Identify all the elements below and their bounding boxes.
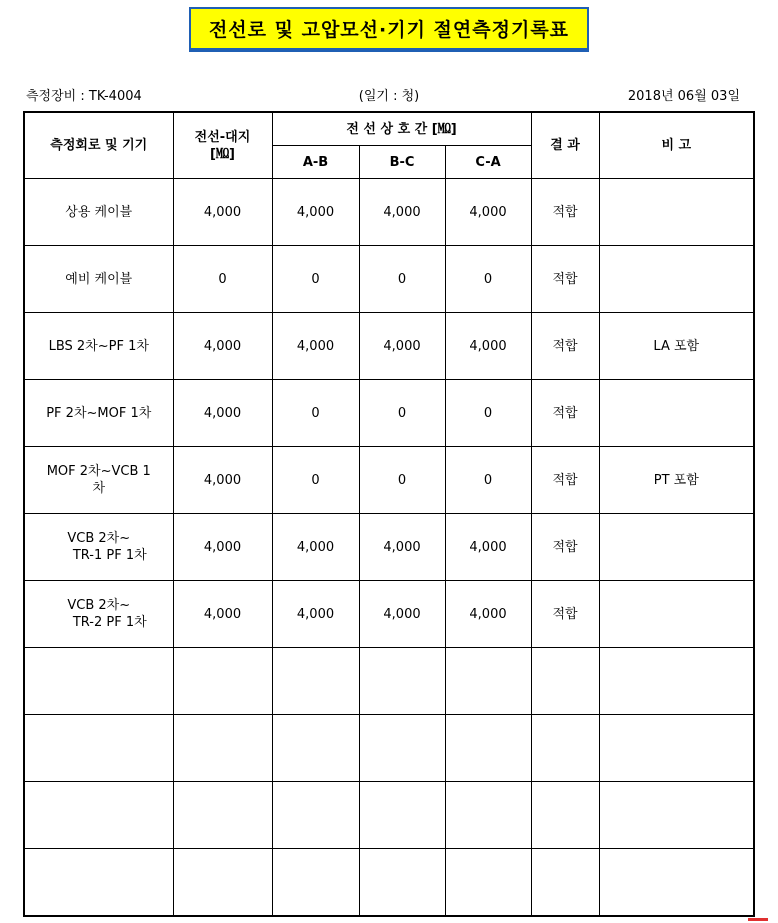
table-row bbox=[24, 447, 754, 514]
circuit-cell bbox=[24, 514, 173, 581]
table-row bbox=[24, 380, 754, 447]
table-row bbox=[24, 514, 754, 581]
header-to-ground-unit: [㏁] bbox=[210, 146, 235, 162]
circuit-cell bbox=[24, 581, 173, 648]
remarks-cell bbox=[599, 179, 754, 246]
to-ground-cell bbox=[173, 648, 272, 715]
bc-cell: 0 bbox=[359, 380, 445, 447]
circuit-line1: LBS 2차~PF 1차 bbox=[48, 338, 149, 354]
bc-cell: 0 bbox=[359, 246, 445, 313]
bc-cell bbox=[359, 782, 445, 849]
insulation-record-table bbox=[23, 111, 755, 917]
circuit-cell bbox=[24, 782, 173, 849]
result-cell: 적합 bbox=[531, 447, 599, 514]
ca-cell: 0 bbox=[445, 380, 531, 447]
ab-cell: 4,000 bbox=[272, 514, 359, 581]
ab-cell: 0 bbox=[272, 380, 359, 447]
result-cell bbox=[531, 715, 599, 782]
remarks-cell: LA 포함 bbox=[599, 313, 754, 380]
result-cell: 적합 bbox=[531, 380, 599, 447]
to-ground-cell: 4,000 bbox=[173, 514, 272, 581]
to-ground-cell: 4,000 bbox=[173, 313, 272, 380]
table-row bbox=[24, 715, 754, 782]
ab-cell bbox=[272, 648, 359, 715]
circuit-line2: TR-2 PF 1차 bbox=[72, 615, 147, 630]
remarks-cell bbox=[599, 514, 754, 581]
circuit-cell bbox=[24, 648, 173, 715]
ca-cell: 4,000 bbox=[445, 514, 531, 581]
bc-cell: 4,000 bbox=[359, 581, 445, 648]
table-row bbox=[24, 782, 754, 849]
ab-cell bbox=[272, 782, 359, 849]
ca-cell: 4,000 bbox=[445, 581, 531, 648]
result-cell: 적합 bbox=[531, 246, 599, 313]
table-row bbox=[24, 648, 754, 715]
title-area bbox=[0, 7, 778, 52]
table-row bbox=[24, 179, 754, 246]
circuit-cell bbox=[24, 849, 173, 916]
circuit-line1: 예비 케이블 bbox=[65, 271, 133, 287]
to-ground-cell: 4,000 bbox=[173, 581, 272, 648]
header-circuit: 측정회로 및 기기 bbox=[24, 112, 173, 179]
ab-cell bbox=[272, 849, 359, 916]
remarks-cell bbox=[599, 648, 754, 715]
result-cell: 적합 bbox=[531, 179, 599, 246]
remarks-cell bbox=[599, 581, 754, 648]
ca-cell: 4,000 bbox=[445, 179, 531, 246]
ca-cell bbox=[445, 782, 531, 849]
result-cell bbox=[531, 782, 599, 849]
result-cell: 적합 bbox=[531, 313, 599, 380]
weather-label: (일기 : 청) bbox=[358, 89, 420, 104]
to-ground-cell bbox=[173, 782, 272, 849]
remarks-cell bbox=[599, 246, 754, 313]
table-row bbox=[24, 313, 754, 380]
ab-cell: 0 bbox=[272, 447, 359, 514]
header-ca: C-A bbox=[445, 146, 531, 179]
ca-cell bbox=[445, 715, 531, 782]
ab-cell bbox=[272, 715, 359, 782]
to-ground-cell: 4,000 bbox=[173, 179, 272, 246]
remarks-cell bbox=[599, 715, 754, 782]
result-cell: 적합 bbox=[531, 581, 599, 648]
circuit-cell bbox=[24, 380, 173, 447]
header-phase-group: 전 선 상 호 간 [㏁] bbox=[272, 112, 531, 146]
page-corner-mark bbox=[748, 918, 768, 921]
document-title: 전선로 및 고압모선·기기 절연측정기록표 bbox=[189, 7, 589, 52]
equipment-label: 측정장비 : TK-4004 bbox=[26, 89, 142, 104]
bc-cell bbox=[359, 715, 445, 782]
header-remarks: 비 고 bbox=[599, 112, 754, 179]
table-row bbox=[24, 581, 754, 648]
result-cell: 적합 bbox=[531, 514, 599, 581]
circuit-line1: MOF 2차~VCB 1 bbox=[46, 464, 151, 479]
ca-cell: 0 bbox=[445, 246, 531, 313]
header-ab: A-B bbox=[272, 146, 359, 179]
result-cell bbox=[531, 648, 599, 715]
circuit-line1: VCB 2차~ bbox=[67, 598, 131, 613]
circuit-line1: PF 2차~MOF 1차 bbox=[46, 405, 152, 421]
header-bc: B-C bbox=[359, 146, 445, 179]
circuit-cell bbox=[24, 313, 173, 380]
bc-cell: 4,000 bbox=[359, 313, 445, 380]
table-row bbox=[24, 246, 754, 313]
circuit-cell bbox=[24, 447, 173, 514]
to-ground-cell: 0 bbox=[173, 246, 272, 313]
remarks-cell: PT 포함 bbox=[599, 447, 754, 514]
bc-cell: 0 bbox=[359, 447, 445, 514]
circuit-line1: VCB 2차~ bbox=[67, 531, 131, 546]
circuit-line2: TR-1 PF 1차 bbox=[72, 548, 147, 563]
ab-cell: 0 bbox=[272, 246, 359, 313]
to-ground-cell: 4,000 bbox=[173, 447, 272, 514]
to-ground-cell bbox=[173, 849, 272, 916]
ca-cell bbox=[445, 849, 531, 916]
circuit-cell bbox=[24, 715, 173, 782]
ca-cell: 4,000 bbox=[445, 313, 531, 380]
header-result: 결 과 bbox=[531, 112, 599, 179]
remarks-cell bbox=[599, 782, 754, 849]
header-to-ground-line1: 전선-대지 bbox=[194, 129, 251, 145]
ca-cell bbox=[445, 648, 531, 715]
ab-cell: 4,000 bbox=[272, 179, 359, 246]
remarks-cell bbox=[599, 849, 754, 916]
bc-cell: 4,000 bbox=[359, 179, 445, 246]
ab-cell: 4,000 bbox=[272, 581, 359, 648]
to-ground-cell: 4,000 bbox=[173, 380, 272, 447]
header-to-ground bbox=[173, 112, 272, 179]
bc-cell: 4,000 bbox=[359, 514, 445, 581]
date-label: 2018년 06월 03일 bbox=[627, 89, 740, 104]
to-ground-cell bbox=[173, 715, 272, 782]
ca-cell: 0 bbox=[445, 447, 531, 514]
table-row bbox=[24, 849, 754, 916]
circuit-cell bbox=[24, 246, 173, 313]
bc-cell bbox=[359, 849, 445, 916]
bc-cell bbox=[359, 648, 445, 715]
circuit-cell bbox=[24, 179, 173, 246]
result-cell bbox=[531, 849, 599, 916]
ab-cell: 4,000 bbox=[272, 313, 359, 380]
circuit-line2: 차 bbox=[92, 481, 106, 496]
remarks-cell bbox=[599, 380, 754, 447]
circuit-line1: 상용 케이블 bbox=[65, 204, 133, 220]
